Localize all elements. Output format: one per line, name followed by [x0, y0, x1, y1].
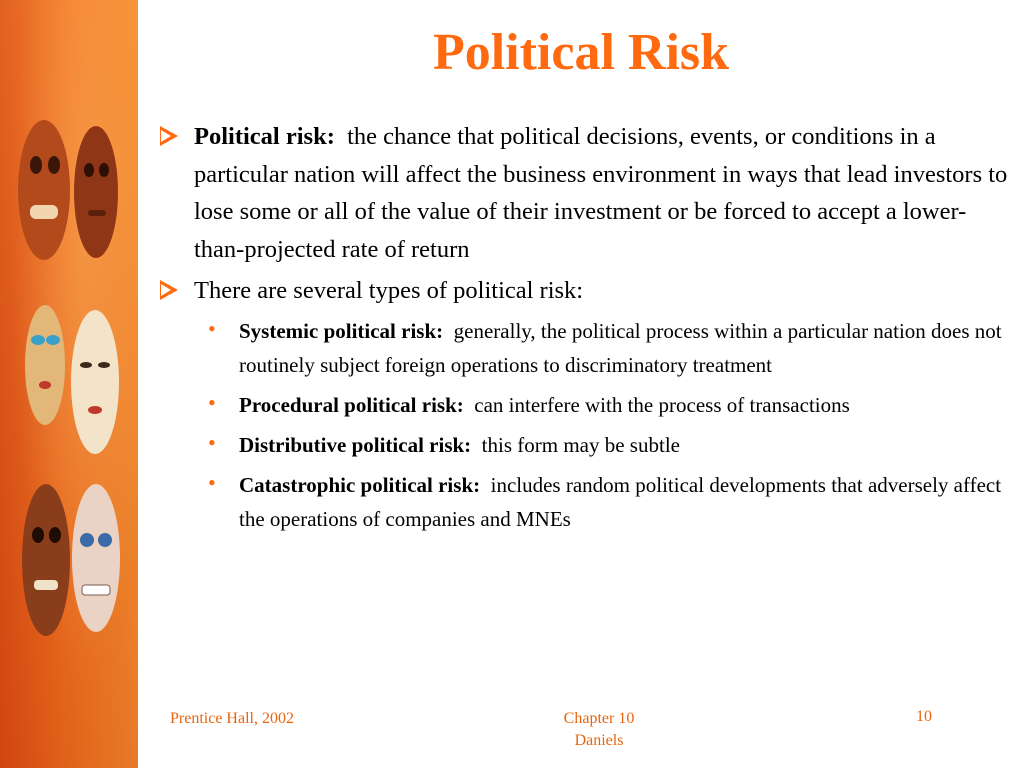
sub-bullet-text: this form may be subtle	[481, 432, 680, 457]
sub-bullet-text: includes random political developments that adversely affect the operations of companies and MNEs	[239, 472, 1002, 531]
mask-top-right	[74, 126, 118, 258]
mask-middle-right	[71, 310, 119, 454]
sub-bullet-term: Systemic political risk:	[239, 318, 444, 343]
sub-bullet-term: Catastrophic political risk:	[239, 472, 481, 497]
arrow-bullet-icon	[160, 280, 178, 300]
bullet-text: the chance that political decisions, events, or conditions in a particular nation will affect the business environment in ways that lead investors to lose some or all of the value of their investment or be forced to accept a lower-than-projected rate of return	[194, 123, 1008, 263]
dot-bullet-icon: •	[208, 469, 216, 495]
mask-bottom-right	[72, 484, 120, 632]
sub-bullet-text: can interfere with the process of transactions	[474, 392, 850, 417]
sub-bullet-text: generally, the political process within a particular nation does not routinely subject foreign operations to discriminatory treatment	[239, 318, 1002, 377]
bullet-political-risk	[160, 118, 1016, 268]
footer-author-line: Daniels	[574, 732, 624, 749]
page-number: 10	[916, 708, 932, 725]
sub-bullet-catastrophic	[160, 468, 1016, 536]
sub-bullet-systemic	[160, 314, 1016, 382]
bullet-types-intro	[160, 272, 1016, 310]
decorative-mask-band	[0, 0, 138, 768]
mask-bottom-left	[22, 484, 70, 636]
dot-bullet-icon: •	[208, 315, 216, 341]
footer-publisher: Prentice Hall, 2002	[170, 710, 294, 727]
footer-chapter-line: Chapter 10	[563, 710, 635, 727]
arrow-bullet-icon	[160, 126, 178, 146]
slide-title: Political Risk	[432, 24, 730, 81]
sub-bullet-procedural	[160, 388, 1016, 422]
mask-top-left	[18, 120, 70, 260]
bullet-text: There are several types of political risk:	[194, 277, 584, 304]
dot-bullet-icon: •	[208, 429, 216, 455]
sub-bullet-term: Distributive political risk:	[239, 432, 472, 457]
slide-content	[160, 118, 1016, 542]
bullet-term: Political risk:	[194, 123, 335, 150]
sub-bullet-distributive	[160, 428, 1016, 462]
mask-middle-left	[25, 305, 65, 425]
sub-bullet-term: Procedural political risk:	[239, 392, 464, 417]
masks-illustration	[0, 0, 138, 768]
dot-bullet-icon: •	[208, 389, 216, 415]
footer-chapter	[548, 708, 650, 752]
